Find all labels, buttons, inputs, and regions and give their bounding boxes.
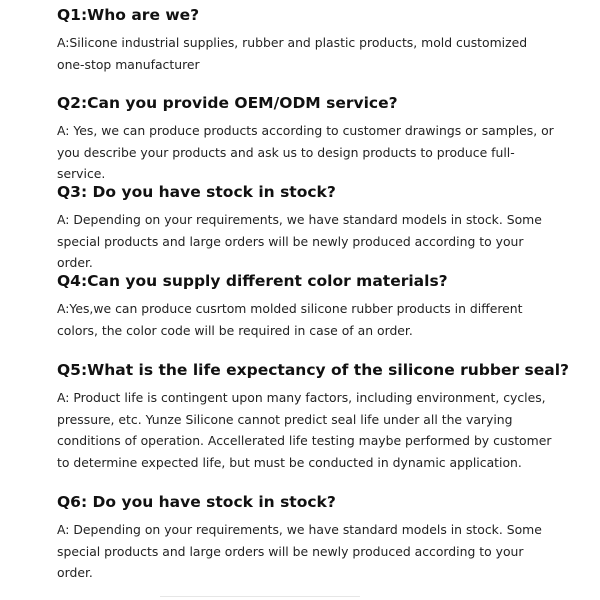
faq-item-q6 xyxy=(57,492,557,584)
faq-item-q1 xyxy=(57,5,557,75)
bottom-divider xyxy=(160,596,360,597)
faq-answer: A:Yes,we can produce cusrtom molded silicone rubber products in different colors, the color code will be required in case of an order. xyxy=(57,301,523,338)
faq-question: Q1:Who are we? xyxy=(57,6,200,24)
faq-item-q5 xyxy=(57,360,570,473)
faq-question: Q3: Do you have stock in stock? xyxy=(57,183,336,201)
faq-question: Q4:Can you supply different color materials? xyxy=(57,272,448,290)
faq-answer: A: Depending on your requirements, we have standard models in stock. Some special products and large orders will be newly produced according to your order. xyxy=(57,522,542,580)
faq-answer: A: Depending on your requirements, we have standard models in stock. Some special products and large orders will be newly produced according to your order. xyxy=(57,212,542,270)
faq-item-q3 xyxy=(57,182,557,274)
faq-answer: A: Yes, we can produce products according to customer drawings or samples, or you describe your products and ask us to design products to produce full-service. xyxy=(57,123,554,181)
faq-question: Q2:Can you provide OEM/ODM service? xyxy=(57,94,398,112)
faq-item-q4 xyxy=(57,271,557,341)
faq-answer: A:Silicone industrial supplies, rubber and plastic products, mold customized one-stop manufacturer xyxy=(57,35,528,72)
faq-question: Q5:What is the life expectancy of the silicone rubber seal? xyxy=(57,361,570,379)
faq-answer: A: Product life is contingent upon many factors, including environment, cycles, pressure, etc. Yunze Silicone cannot predict seal life under all the varying conditions of operation. Accellerated life testing maybe performed by customer to determine expected life, but must be conducted in dynamic application. xyxy=(57,390,552,470)
faq-question: Q6: Do you have stock in stock? xyxy=(57,493,336,511)
faq-item-q2 xyxy=(57,93,557,185)
